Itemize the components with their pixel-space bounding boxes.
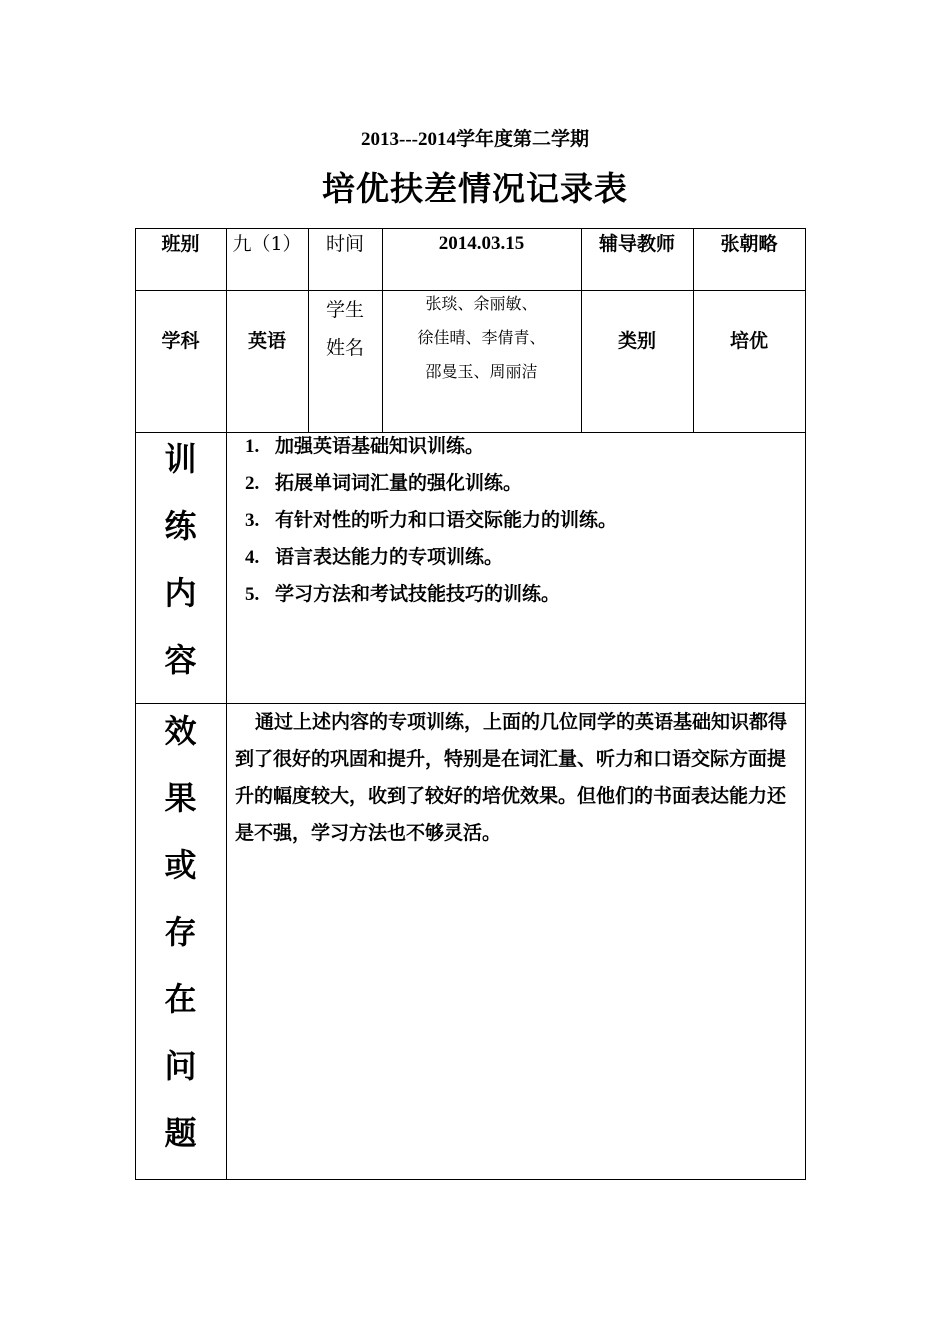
page-title: 培优扶差情况记录表 [322,169,628,208]
item-text: 有针对性的听力和口语交际能力的训练。 [275,509,618,531]
training-label-char: 内 [164,574,197,612]
names-line-2: 徐佳晴、李倩青、 [417,328,546,347]
class-value: 九（1） [232,233,302,255]
record-table [135,228,806,1180]
item-number: 2. [245,473,260,494]
item-text: 拓展单词词汇量的强化训练。 [275,472,523,494]
student-label-line1: 学生 [325,299,364,321]
effect-label-char: 题 [164,1114,197,1152]
effect-label-char: 果 [164,779,197,817]
table-border-bottom [135,1179,806,1180]
training-item [245,579,617,616]
training-item [245,505,617,542]
table-border-right [805,228,806,1180]
effect-label-char: 效 [164,712,197,750]
item-number: 1. [245,436,260,457]
item-number: 3. [245,510,260,531]
item-number: 5. [245,584,260,605]
col-divider-1 [226,228,227,1180]
teacher-label: 辅导教师 [598,233,675,255]
student-name-label [308,291,382,367]
names-line-1: 张琰、余丽敏、 [425,294,538,313]
names-line-3: 邵曼玉、周丽洁 [425,362,538,381]
effect-issues-label [135,698,226,1167]
table-border-top [135,228,806,229]
item-text: 语言表达能力的专项训练。 [275,546,504,568]
subject-label: 学科 [161,330,200,352]
training-label-char: 练 [164,507,197,545]
subject-value: 英语 [247,330,286,352]
training-item [245,431,617,468]
time-label: 时间 [325,233,364,255]
effect-paragraph: 通过上述内容的专项训练，上面的几位同学的英语基础知识都得到了很好的巩固和提升，特别是在词汇量、听力和口语交际方面提升的幅度较大，收到了较好的培优效果。但他们的书面表达能力还是不强，学习方法也不够灵活。 [235,711,788,844]
effect-label-char: 在 [164,980,197,1018]
effect-label-char: 问 [164,1047,197,1085]
item-text: 加强英语基础知识训练。 [275,435,485,457]
training-content-label [135,426,226,694]
teacher-value: 张朝略 [720,233,778,255]
training-item-list [245,431,617,616]
class-label: 班别 [161,233,200,255]
effect-label-char: 或 [164,846,197,884]
training-label-char: 训 [164,440,197,478]
student-label-line2: 姓名 [325,337,364,359]
type-value: 培优 [729,330,768,352]
type-label: 类别 [617,330,656,352]
semester-subtitle: 2013---2014学年度第二学期 [361,129,589,150]
student-names [382,287,581,389]
item-text: 学习方法和考试技能技巧的训练。 [275,583,561,605]
training-label-char: 容 [164,641,197,679]
effect-label-char: 存 [164,913,197,951]
time-value: 2014.03.15 [438,233,525,254]
item-number: 4. [245,547,260,568]
training-item [245,542,617,579]
training-item [245,468,617,505]
